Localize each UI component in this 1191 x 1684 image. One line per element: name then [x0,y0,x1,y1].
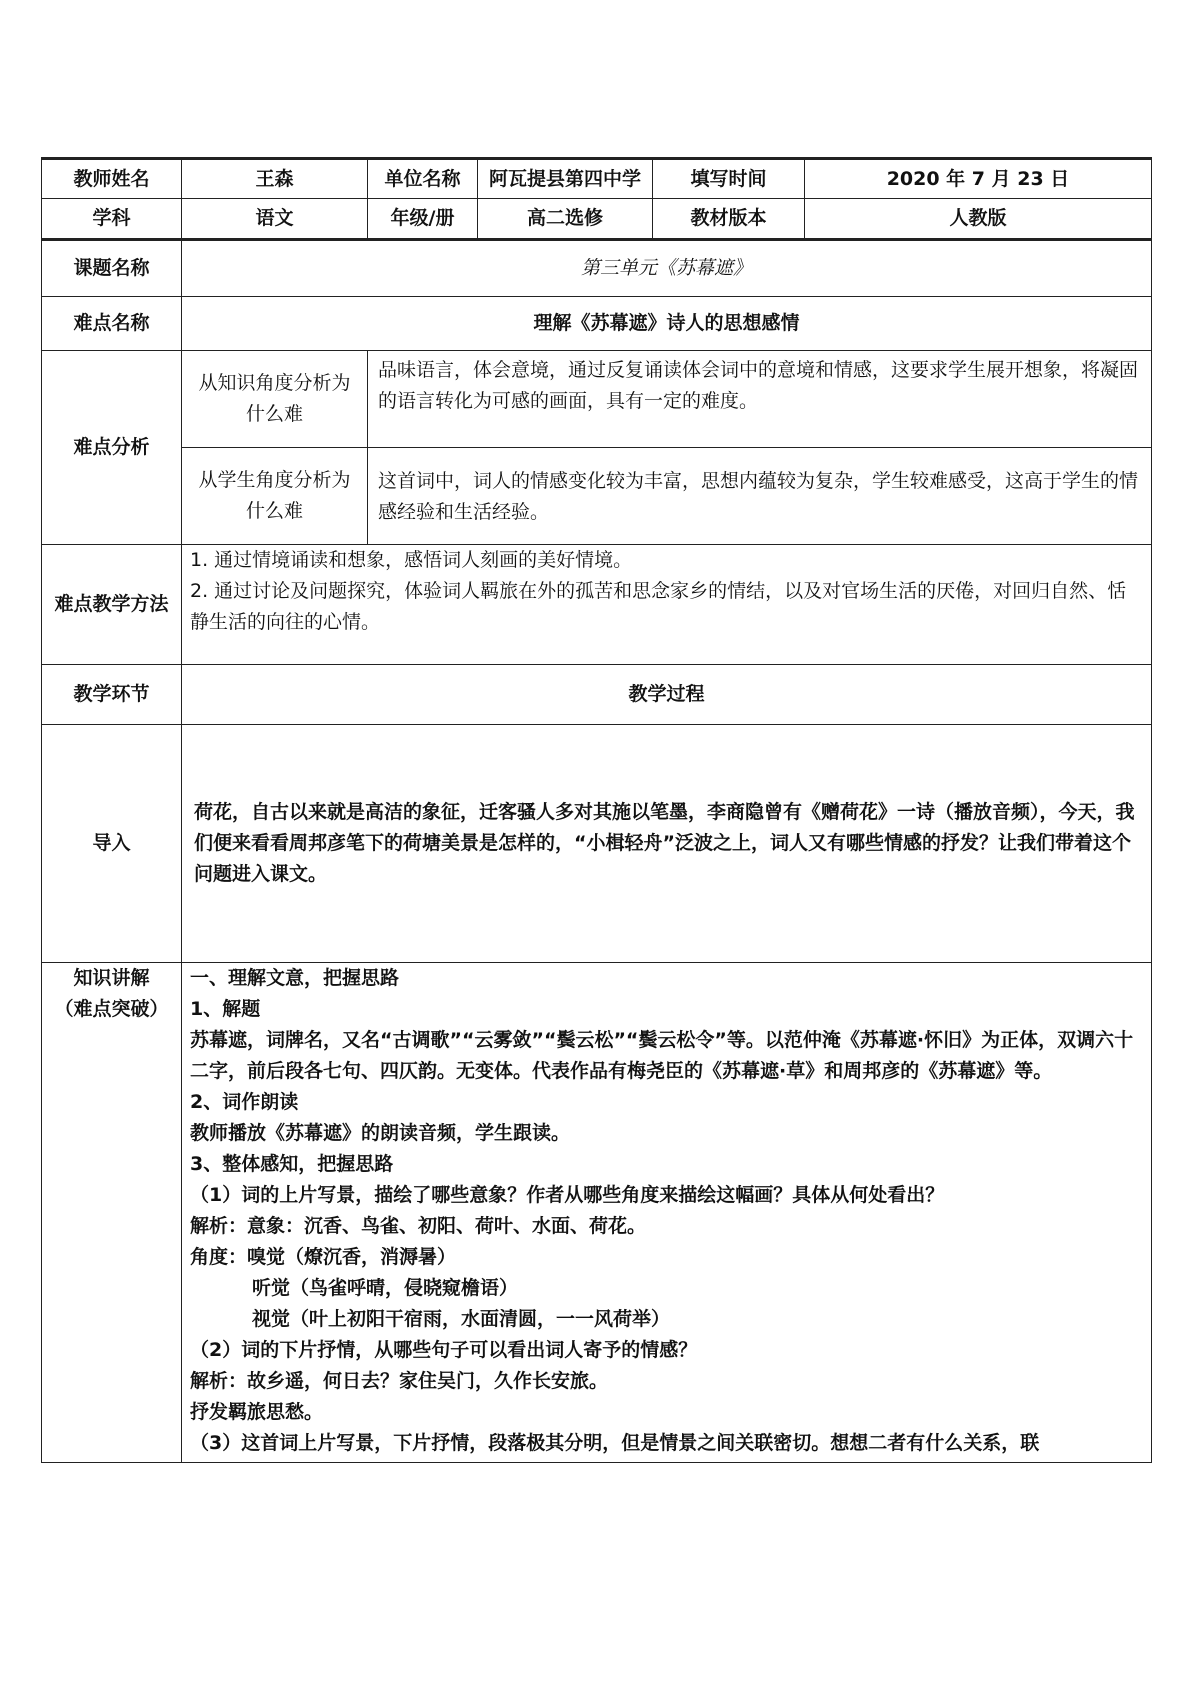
lesson-plan-sheet [41,157,1151,1463]
knowledge-label-cell [42,963,182,1463]
fill-date-value: 2020 年 7 月 23 日 [805,159,1152,199]
knowledge-angle-text: 品味语言，体会意境，通过反复诵读体会词中的意境和情感，这要求学生展开想象，将凝固的语言转化为可感的画面，具有一定的难度。 [368,351,1152,448]
question-3: （3）这首词上片写景，下片抒情，段落极其分明，但是情景之间关联密切。想想二者有什么关系，联 [190,1432,1040,1454]
student-angle-label: 从学生角度分析为什么难 [182,448,368,545]
method-content [182,545,1152,665]
paragraph-reading: 教师播放《苏幕遮》的朗读音频，学生跟读。 [190,1122,571,1144]
question-2: （2）词的下片抒情，从哪些句子可以看出词人寄予的情感？ [190,1339,698,1361]
intro-label: 导入 [42,725,182,963]
intro-row [42,725,1152,963]
method-item: 2. 通过讨论及问题探究，体验词人羁旅在外的孤苦和思念家乡的情结，以及对官场生活的厌倦，对回归自然、恬静生活的向往的心情。 [190,580,1127,633]
method-item: 1. 通过情境诵读和想象，感悟词人刻画的美好情境。 [190,549,633,571]
grade-value: 高二选修 [478,199,653,240]
topic-row [42,240,1152,297]
answer-1-smell: 角度：嗅觉（燎沉香，消溽暑） [190,1246,457,1268]
answer-2-summary: 抒发羁旅思愁。 [190,1401,324,1423]
subject-value: 语文 [182,199,368,240]
header-row-2 [42,199,1152,240]
question-1: （1）词的上片写景，描绘了哪些意象？作者从哪些角度来描绘这幅画？具体从何处看出？ [190,1184,945,1206]
knowledge-label: 知识讲解 [73,967,150,989]
subheading-reading: 2、词作朗读 [190,1091,299,1113]
difficulty-value: 理解《苏幕遮》诗人的思想感情 [182,297,1152,351]
textbook-edition-label: 教材版本 [653,199,805,240]
knowledge-row [42,963,1152,1463]
grade-label: 年级/册 [368,199,478,240]
header-row-1 [42,159,1152,199]
subheading-title-explanation: 1、解题 [190,998,261,1020]
knowledge-angle-label: 从知识角度分析为什么难 [182,351,368,448]
fill-date-label: 填写时间 [653,159,805,199]
unit-name-value: 阿瓦提县第四中学 [478,159,653,199]
subheading-overall: 3、整体感知，把握思路 [190,1153,394,1175]
answer-1-sight: 视觉（叶上初阳干宿雨，水面清圆，一一风荷举） [252,1308,671,1330]
analysis-student-row [42,448,1152,545]
answer-1-hearing: 听觉（鸟雀呼晴，侵晓窥檐语） [252,1277,519,1299]
teaching-stage-label: 教学环节 [42,665,182,725]
knowledge-sublabel: （难点突破） [54,998,169,1020]
subject-label: 学科 [42,199,182,240]
student-angle-text: 这首词中，词人的情感变化较为丰富，思想内蕴较为复杂，学生较难感受，这高于学生的情感经验和生活经验。 [368,448,1152,545]
teacher-name-value: 王森 [182,159,368,199]
paragraph-title-explanation: 苏幕遮，词牌名，又名“古调歌”“云雾敛”“鬓云松”“鬓云松令”等。以范仲淹《苏幕遮·怀旧》为正体，双调六十二字，前后段各七句、四仄韵。无变体。代表作品有梅尧臣的《苏幕遮·草》和周邦彦的《苏幕遮》等。 [190,1029,1134,1082]
analysis-label: 难点分析 [42,351,182,545]
process-header-row [42,665,1152,725]
topic-value: 第三单元《苏幕遮》 [182,240,1152,297]
method-label: 难点教学方法 [42,545,182,665]
lesson-plan-table [41,157,1152,1463]
analysis-knowledge-row [42,351,1152,448]
answer-2: 解析：故乡遥，何日去？家住吴门，久作长安旅。 [190,1370,609,1392]
difficulty-row [42,297,1152,351]
topic-label: 课题名称 [42,240,182,297]
method-row [42,545,1152,665]
knowledge-content [182,963,1152,1463]
answer-1-images: 解析：意象：沉香、鸟雀、初阳、荷叶、水面、荷花。 [190,1215,647,1237]
textbook-edition-value: 人教版 [805,199,1152,240]
intro-text: 荷花，自古以来就是高洁的象征，迁客骚人多对其施以笔墨，李商隐曾有《赠荷花》一诗（播放音频），今天，我们便来看看周邦彦笔下的荷塘美景是怎样的，“小楫轻舟”泛波之上，词人又有哪些情感的抒发？让我们带着这个问题进入课文。 [182,725,1152,963]
section-heading: 一、理解文意，把握思路 [190,967,400,989]
teacher-name-label: 教师姓名 [42,159,182,199]
difficulty-label: 难点名称 [42,297,182,351]
teaching-process-label: 教学过程 [182,665,1152,725]
unit-name-label: 单位名称 [368,159,478,199]
